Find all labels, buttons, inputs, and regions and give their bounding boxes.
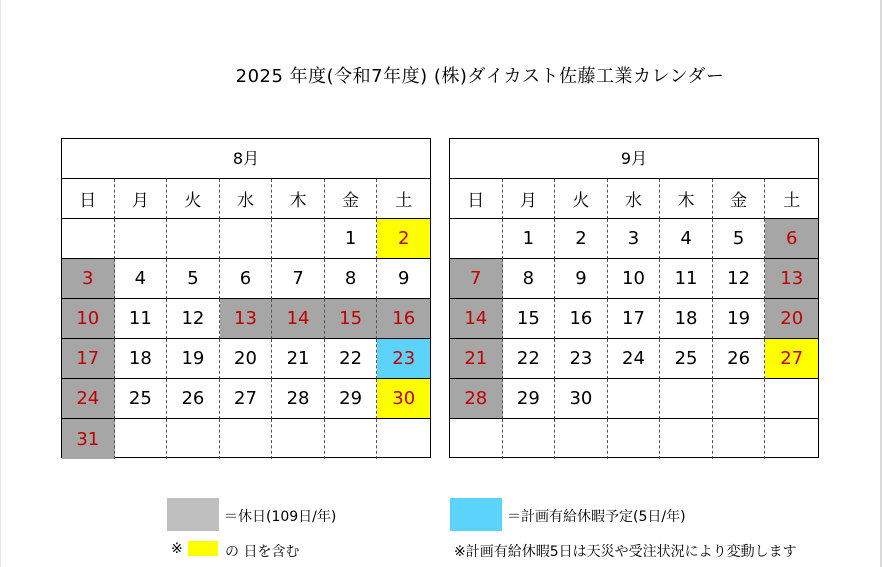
- day-cell: 29: [503, 379, 556, 419]
- weekday-header: 月: [503, 179, 556, 219]
- calendar-grid: [450, 179, 818, 459]
- day-cell: 15: [503, 299, 556, 339]
- day-cell: 25: [660, 339, 713, 379]
- empty-day-cell: [220, 219, 273, 259]
- day-cell: 10: [62, 299, 115, 339]
- empty-day-cell: [450, 219, 503, 259]
- empty-day-cell: [660, 419, 713, 459]
- window-left-edge: [0, 0, 1, 567]
- day-cell: 20: [765, 299, 818, 339]
- day-cell: 6: [765, 219, 818, 259]
- month-label: 8月: [62, 139, 430, 179]
- empty-day-cell: [713, 379, 766, 419]
- calendar-september: [449, 138, 819, 458]
- weekday-header: 火: [167, 179, 220, 219]
- day-cell: 27: [765, 339, 818, 379]
- weekday-header: 土: [377, 179, 430, 219]
- day-cell: 4: [115, 259, 168, 299]
- day-cell: 2: [555, 219, 608, 259]
- weekday-header: 金: [713, 179, 766, 219]
- empty-day-cell: [62, 219, 115, 259]
- empty-day-cell: [377, 419, 430, 459]
- day-cell: 13: [220, 299, 273, 339]
- day-cell: 1: [503, 219, 556, 259]
- weekday-header: 木: [272, 179, 325, 219]
- day-cell: 17: [62, 339, 115, 379]
- day-cell: 1: [325, 219, 378, 259]
- empty-day-cell: [713, 419, 766, 459]
- day-cell: 2: [377, 219, 430, 259]
- weekday-header: 木: [660, 179, 713, 219]
- day-cell: 18: [115, 339, 168, 379]
- day-cell: 11: [660, 259, 713, 299]
- empty-day-cell: [503, 419, 556, 459]
- day-cell: 14: [450, 299, 503, 339]
- weekday-header: 日: [62, 179, 115, 219]
- day-cell: 6: [220, 259, 273, 299]
- day-cell: 4: [660, 219, 713, 259]
- empty-day-cell: [115, 419, 168, 459]
- day-cell: 28: [272, 379, 325, 419]
- day-cell: 22: [503, 339, 556, 379]
- weekday-header: 月: [115, 179, 168, 219]
- empty-day-cell: [555, 419, 608, 459]
- note-mark: ※: [171, 541, 183, 557]
- day-cell: 8: [503, 259, 556, 299]
- calendar-august: [61, 138, 431, 458]
- day-cell: 16: [377, 299, 430, 339]
- empty-day-cell: [272, 419, 325, 459]
- day-cell: 8: [325, 259, 378, 299]
- day-cell: 26: [713, 339, 766, 379]
- day-cell: 10: [608, 259, 661, 299]
- day-cell: 3: [608, 219, 661, 259]
- day-cell: 3: [62, 259, 115, 299]
- weekday-header: 水: [220, 179, 273, 219]
- empty-day-cell: [765, 419, 818, 459]
- included-legend-text: の 日を含む: [225, 544, 300, 560]
- paid-leave-legend-swatch: [450, 498, 502, 531]
- holiday-legend-text: ＝休日(109日/年): [224, 509, 337, 525]
- day-cell: 5: [167, 259, 220, 299]
- day-cell: 11: [115, 299, 168, 339]
- day-cell: 27: [220, 379, 273, 419]
- day-cell: 13: [765, 259, 818, 299]
- empty-day-cell: [450, 419, 503, 459]
- day-cell: 17: [608, 299, 661, 339]
- day-cell: 19: [713, 299, 766, 339]
- day-cell: 23: [377, 339, 430, 379]
- empty-day-cell: [167, 219, 220, 259]
- day-cell: 26: [167, 379, 220, 419]
- day-cell: 25: [115, 379, 168, 419]
- day-cell: 30: [377, 379, 430, 419]
- day-cell: 19: [167, 339, 220, 379]
- weekday-header: 日: [450, 179, 503, 219]
- calendar-grid: [62, 179, 430, 459]
- day-cell: 9: [555, 259, 608, 299]
- day-cell: 21: [272, 339, 325, 379]
- day-cell: 12: [167, 299, 220, 339]
- day-cell: 20: [220, 339, 273, 379]
- day-cell: 31: [62, 419, 115, 459]
- empty-day-cell: [220, 419, 273, 459]
- day-cell: 21: [450, 339, 503, 379]
- day-cell: 7: [272, 259, 325, 299]
- empty-day-cell: [660, 379, 713, 419]
- empty-day-cell: [608, 379, 661, 419]
- weekday-header: 土: [765, 179, 818, 219]
- day-cell: 23: [555, 339, 608, 379]
- page-title: 2025 年度(令和7年度) (株)ダイカスト佐藤工業カレンダー: [235, 66, 725, 87]
- holiday-legend-swatch: [167, 498, 219, 531]
- empty-day-cell: [115, 219, 168, 259]
- day-cell: 9: [377, 259, 430, 299]
- day-cell: 14: [272, 299, 325, 339]
- day-cell: 22: [325, 339, 378, 379]
- day-cell: 24: [62, 379, 115, 419]
- day-cell: 15: [325, 299, 378, 339]
- weekday-header: 金: [325, 179, 378, 219]
- empty-day-cell: [272, 219, 325, 259]
- empty-day-cell: [608, 419, 661, 459]
- day-cell: 24: [608, 339, 661, 379]
- day-cell: 7: [450, 259, 503, 299]
- paid-leave-legend-text: ＝計画有給休暇予定(5日/年): [507, 509, 686, 525]
- day-cell: 29: [325, 379, 378, 419]
- empty-day-cell: [765, 379, 818, 419]
- day-cell: 5: [713, 219, 766, 259]
- day-cell: 18: [660, 299, 713, 339]
- footnote: ※計画有給休暇5日は天災や受注状況により変動します: [454, 544, 797, 560]
- day-cell: 16: [555, 299, 608, 339]
- included-legend-swatch: [188, 541, 218, 556]
- weekday-header: 水: [608, 179, 661, 219]
- day-cell: 28: [450, 379, 503, 419]
- weekday-header: 火: [555, 179, 608, 219]
- empty-day-cell: [325, 419, 378, 459]
- empty-day-cell: [167, 419, 220, 459]
- day-cell: 12: [713, 259, 766, 299]
- day-cell: 30: [555, 379, 608, 419]
- month-label: 9月: [450, 139, 818, 179]
